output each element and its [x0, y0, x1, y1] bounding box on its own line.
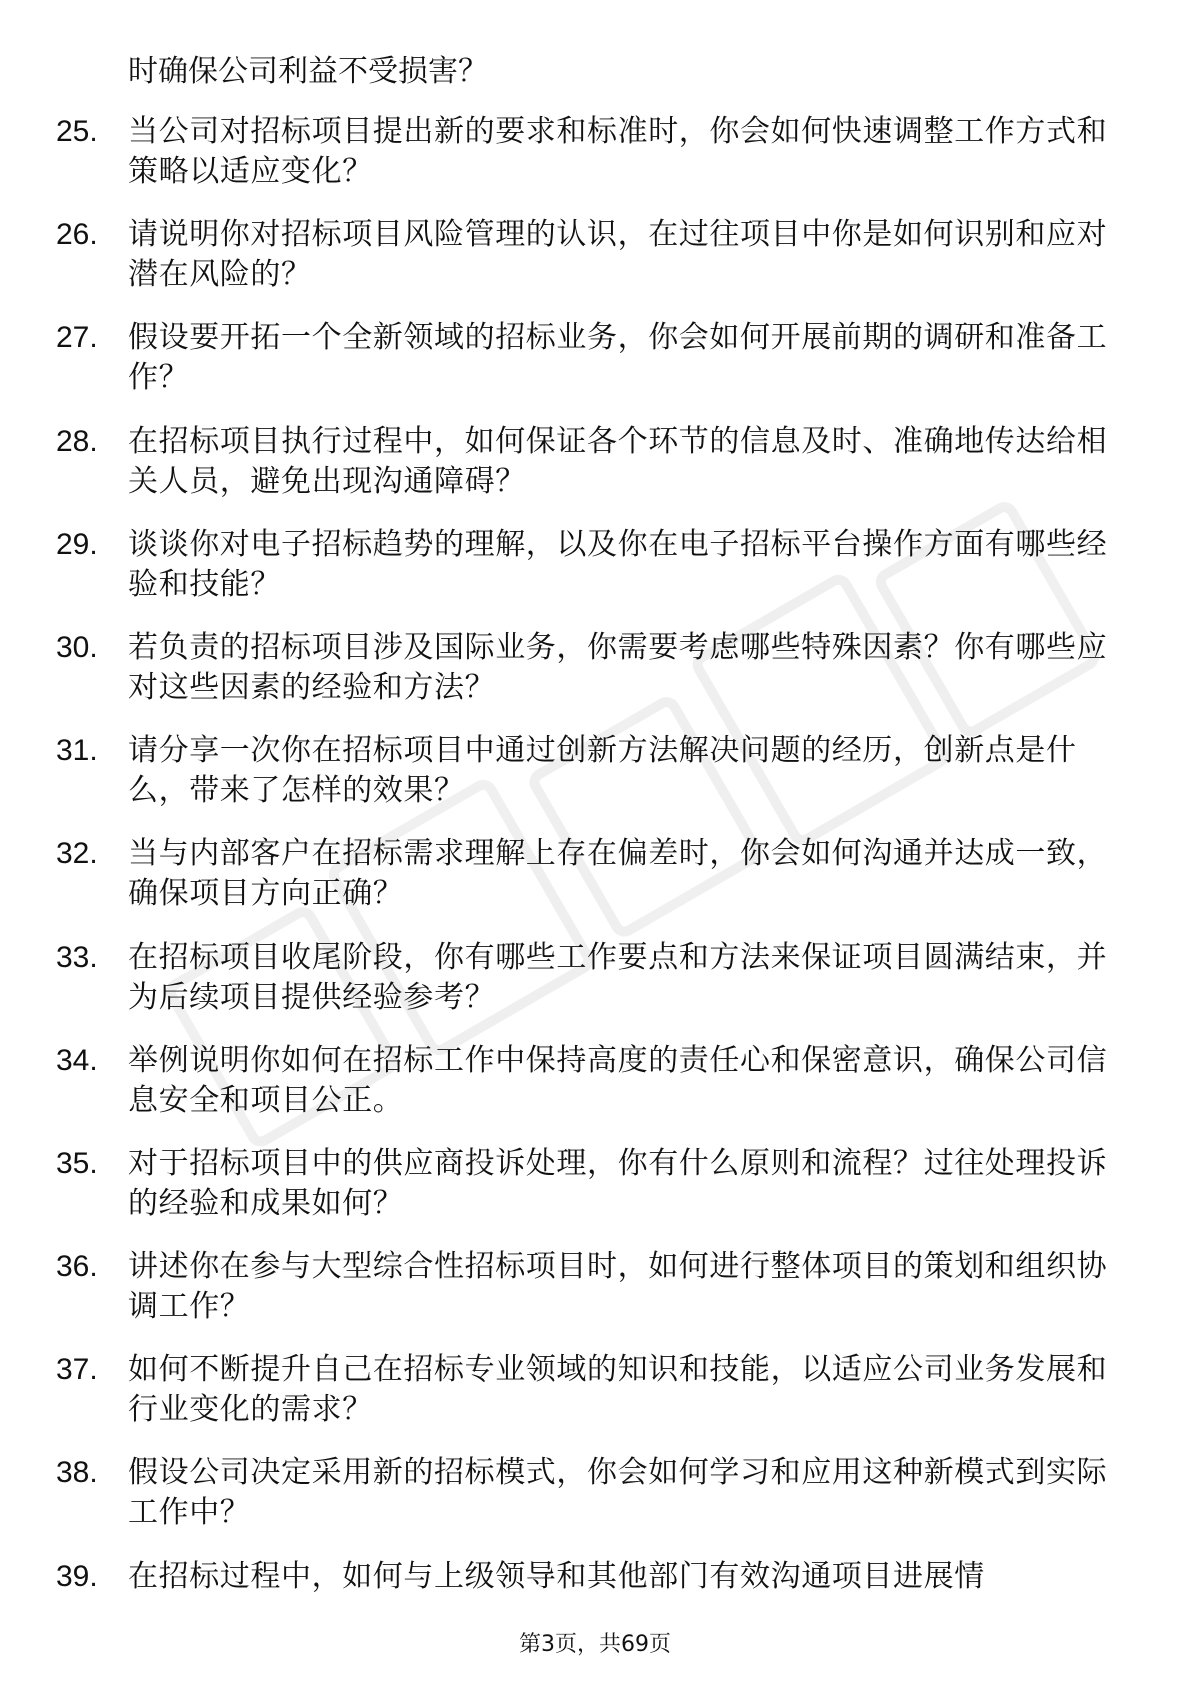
question-item — [0, 628, 1190, 731]
question-number: 30. — [56, 630, 98, 664]
question-item — [0, 1350, 1190, 1453]
question-number: 26. — [56, 218, 98, 252]
question-item — [0, 525, 1190, 628]
question-item — [0, 112, 1190, 215]
question-text: 假设要开拓一个全新领域的招标业务，你会如何开展前期的调研和准备工作？ — [128, 320, 1108, 396]
page-footer: 第3页，共69页 — [519, 1632, 671, 1657]
question-item — [0, 938, 1190, 1041]
question-text: 请分享一次你在招标项目中通过创新方法解决问题的经历，创新点是什么，带来了怎样的效果？ — [128, 733, 1077, 809]
question-number: 38. — [56, 1456, 98, 1490]
question-number: 39. — [56, 1559, 98, 1593]
question-number: 29. — [56, 527, 98, 561]
question-item — [0, 318, 1190, 421]
question-item — [0, 834, 1190, 937]
question-text: 对于招标项目中的供应商投诉处理，你有什么原则和流程？过往处理投诉的经验和成果如何？ — [128, 1145, 1108, 1221]
question-number: 36. — [56, 1250, 98, 1284]
question-number: 31. — [56, 734, 98, 768]
question-item — [0, 1453, 1190, 1556]
continuation-text: 时确保公司利益不受损害？ — [128, 54, 488, 89]
question-text: 在招标项目执行过程中，如何保证各个环节的信息及时、准确地传达给相关人员，避免出现沟通障碍？ — [128, 423, 1108, 499]
question-number: 35. — [56, 1146, 98, 1180]
question-item — [0, 1144, 1190, 1247]
question-text: 谈谈你对电子招标趋势的理解，以及你在电子招标平台操作方面有哪些经验和技能？ — [128, 526, 1108, 602]
question-number: 27. — [56, 321, 98, 355]
question-number: 32. — [56, 837, 98, 871]
question-text: 假设公司决定采用新的招标模式，你会如何学习和应用这种新模式到实际工作中？ — [128, 1455, 1108, 1531]
question-text: 讲述你在参与大型综合性招标项目时，如何进行整体项目的策划和组织协调工作？ — [128, 1249, 1108, 1325]
question-item — [0, 422, 1190, 525]
question-text: 当与内部客户在招标需求理解上存在偏差时，你会如何沟通并达成一致，确保项目方向正确？ — [128, 836, 1108, 912]
question-text: 在招标过程中，如何与上级领导和其他部门有效沟通项目进展情 — [128, 1558, 985, 1594]
question-item — [0, 215, 1190, 318]
question-number: 28. — [56, 424, 98, 458]
question-item — [0, 731, 1190, 834]
question-text: 若负责的招标项目涉及国际业务，你需要考虑哪些特殊因素？你有哪些应对这些因素的经验和方法？ — [128, 629, 1108, 705]
question-number: 25. — [56, 115, 98, 148]
question-text: 举例说明你如何在招标工作中保持高度的责任心和保密意识，确保公司信息安全和项目公正。 — [128, 1042, 1108, 1118]
question-item — [0, 1247, 1190, 1350]
question-number: 37. — [56, 1353, 98, 1387]
question-text: 在招标项目收尾阶段，你有哪些工作要点和方法来保证项目圆满结束，并为后续项目提供经验参考？ — [128, 939, 1108, 1015]
question-number: 33. — [56, 940, 98, 974]
question-list — [0, 112, 1190, 1660]
question-text: 如何不断提升自己在招标专业领域的知识和技能，以适应公司业务发展和行业变化的需求？ — [128, 1352, 1108, 1428]
question-item — [0, 1041, 1190, 1144]
question-number: 34. — [56, 1043, 98, 1077]
question-text: 请说明你对招标项目风险管理的认识，在过往项目中你是如何识别和应对潜在风险的？ — [128, 217, 1108, 293]
question-text: 当公司对招标项目提出新的要求和标准时，你会如何快速调整工作方式和策略以适应变化？ — [128, 114, 1108, 189]
